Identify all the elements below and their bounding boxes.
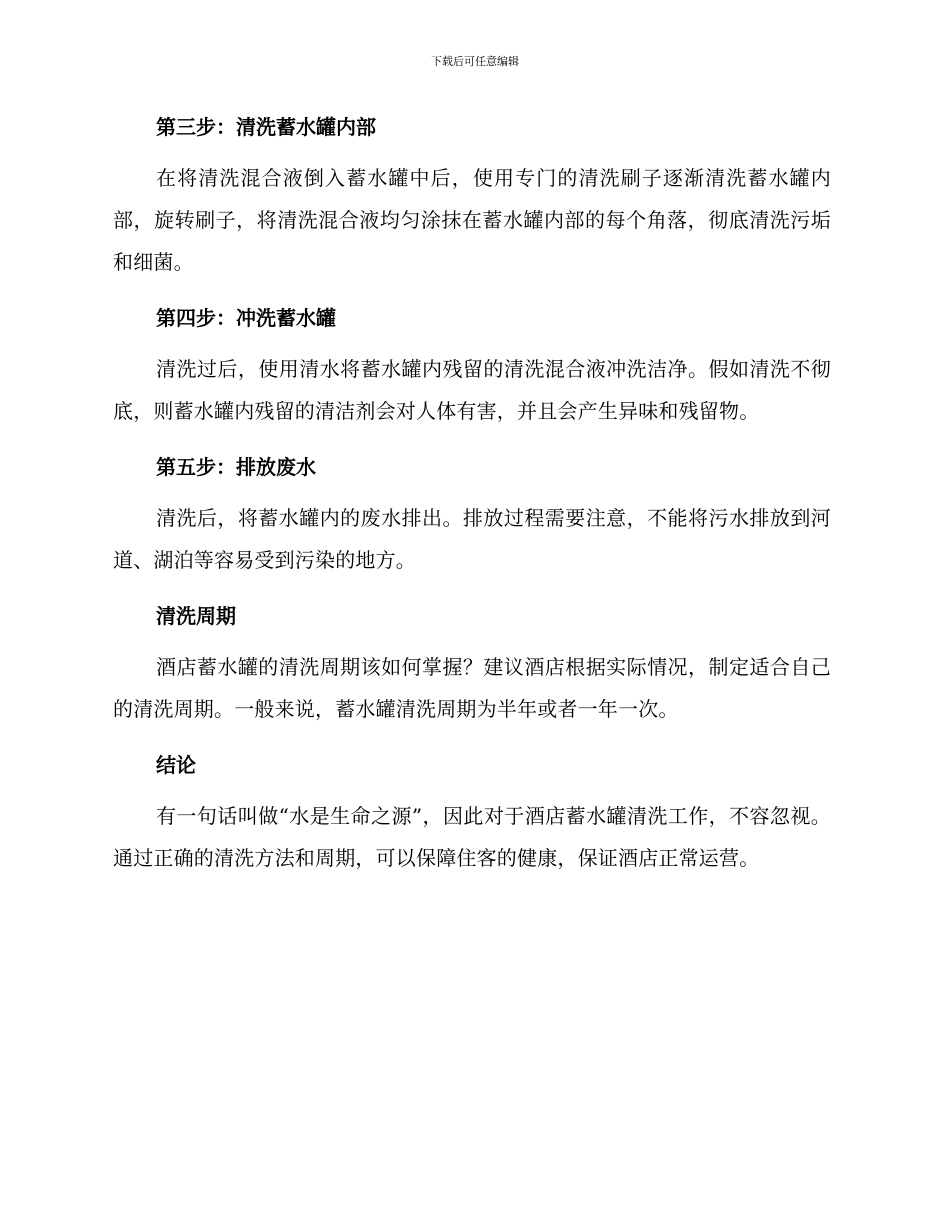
section-step-four: [113, 299, 831, 432]
page-header: 下载后可任意编辑: [431, 55, 519, 68]
section-step-five: [113, 448, 831, 581]
section-paragraph: 清洗过后，使用清水将蓄水罐内残留的清洗混合液冲洗洁净。假如清洗不彻底，则蓄水罐内残留的清洁剂会对人体有害，并且会产生异味和残留物。: [113, 357, 831, 423]
section-paragraph: 有一句话叫做“水是生命之源”，因此对于酒店蓄水罐清洗工作，不容忽视。通过正确的清洗方法和周期，可以保障住客的健康，保证酒店正常运营。: [113, 804, 831, 870]
section-heading: 结论: [156, 753, 196, 777]
section-paragraph: 清洗后，将蓄水罐内的废水排出。排放过程需要注意，不能将污水排放到河道、湖泊等容易受到污染的地方。: [113, 506, 831, 572]
section-heading: 第五步：排放废水: [156, 455, 316, 479]
section-heading: 第四步：冲洗蓄水罐: [156, 306, 336, 330]
section-paragraph: 酒店蓄水罐的清洗周期该如何掌握？建议酒店根据实际情况，制定适合自己的清洗周期。一般来说，蓄水罐清洗周期为半年或者一年一次。: [113, 655, 831, 721]
section-cleaning-cycle: [113, 597, 831, 730]
document-body: [113, 108, 831, 895]
section-heading: 第三步：清洗蓄水罐内部: [156, 115, 376, 139]
section-heading: 清洗周期: [156, 604, 236, 628]
section-conclusion: [113, 746, 831, 879]
section-paragraph: 在将清洗混合液倒入蓄水罐中后，使用专门的清洗刷子逐渐清洗蓄水罐内部，旋转刷子，将清洗混合液均匀涂抹在蓄水罐内部的每个角落，彻底清洗污垢和细菌。: [113, 166, 831, 274]
section-step-three: [113, 108, 831, 283]
